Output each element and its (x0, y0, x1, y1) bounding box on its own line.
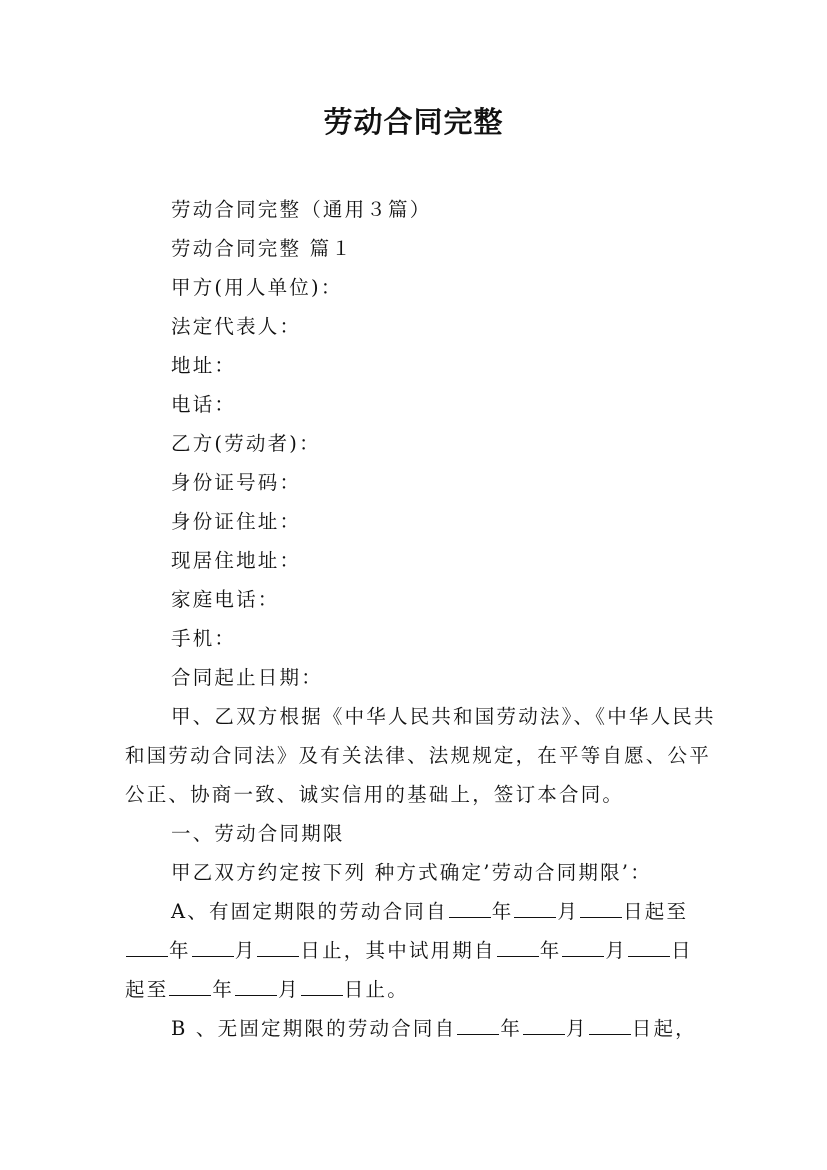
day-label: 日 (671, 939, 693, 962)
blank-field[interactable] (628, 937, 670, 957)
year-label: 年 (491, 900, 514, 923)
year-label: 年 (212, 978, 235, 1001)
blank-field[interactable] (497, 937, 539, 957)
month-label: 月 (566, 1017, 588, 1040)
legal-rep-line: 法定代表人： (171, 315, 302, 338)
day-from-label: 日起至 (623, 900, 689, 923)
month-label: 月 (605, 939, 628, 962)
intro-paragraph: 甲、乙双方根据《中华人民共和国劳动法》、《中华人民共和国劳动合同法》及有关法律、法规规定，在平等自愿、公平公正、协商一致、诚实信用的基础上，签订本合同。 (125, 705, 716, 806)
address-line: 地址： (171, 354, 237, 377)
blank-field[interactable] (235, 976, 277, 996)
clause-a-prefix: A、有固定期限的劳动合同自 (171, 900, 448, 923)
section-heading: 劳动合同完整 篇１ (171, 237, 353, 260)
clause-b-prefix: B 、无固定期限的劳动合同自 (171, 1017, 457, 1040)
home-phone-line: 家庭电话： (171, 588, 280, 611)
blank-field[interactable] (457, 1015, 499, 1035)
blank-field[interactable] (257, 937, 299, 957)
id-address-line: 身份证住址： (171, 510, 302, 533)
contract-dates-line: 合同起止日期： (171, 666, 323, 689)
clause-a-line-1 (125, 892, 725, 931)
id-number-line: 身份证号码： (171, 471, 302, 494)
day-from-label: 日起， (631, 1017, 697, 1040)
day-end-label: 日止。 (343, 978, 409, 1001)
blank-field[interactable] (301, 976, 343, 996)
blank-field[interactable] (589, 1015, 631, 1035)
blank-field[interactable] (580, 898, 622, 918)
phone-line: 电话： (171, 393, 237, 416)
blank-field[interactable] (523, 1015, 565, 1035)
blank-field[interactable] (514, 898, 556, 918)
clause-a-line-3 (125, 970, 725, 1009)
from-to-label: 起至 (125, 978, 169, 1001)
blank-field[interactable] (126, 937, 168, 957)
document-title: 劳动合同完整 (323, 105, 504, 139)
year-label: 年 (500, 1017, 523, 1040)
month-label: 月 (557, 900, 580, 923)
clause-b-line-1 (125, 1009, 725, 1048)
blank-field[interactable] (192, 937, 234, 957)
clause-a-line-2 (125, 931, 725, 970)
document-body (125, 190, 725, 1048)
section-one-method: 甲乙双方约定按下列 种方式确定’劳动合同期限’： (171, 861, 652, 884)
subtitle-line: 劳动合同完整（通用３篇） (171, 198, 432, 221)
current-address-line: 现居住地址： (171, 549, 302, 572)
month-label: 月 (234, 939, 257, 962)
party-b-line: 乙方(劳动者)： (171, 432, 321, 455)
month-label: 月 (278, 978, 300, 1001)
day-until-label: 日止，其中试用期自 (300, 939, 496, 962)
year-label: 年 (169, 939, 191, 962)
party-a-line: 甲方(用人单位)： (171, 276, 343, 299)
mobile-line: 手机： (171, 627, 237, 650)
blank-field[interactable] (449, 898, 491, 918)
year-label: 年 (539, 939, 562, 962)
section-one-heading: 一、劳动合同期限 (171, 822, 345, 845)
blank-field[interactable] (562, 937, 604, 957)
blank-field[interactable] (169, 976, 211, 996)
